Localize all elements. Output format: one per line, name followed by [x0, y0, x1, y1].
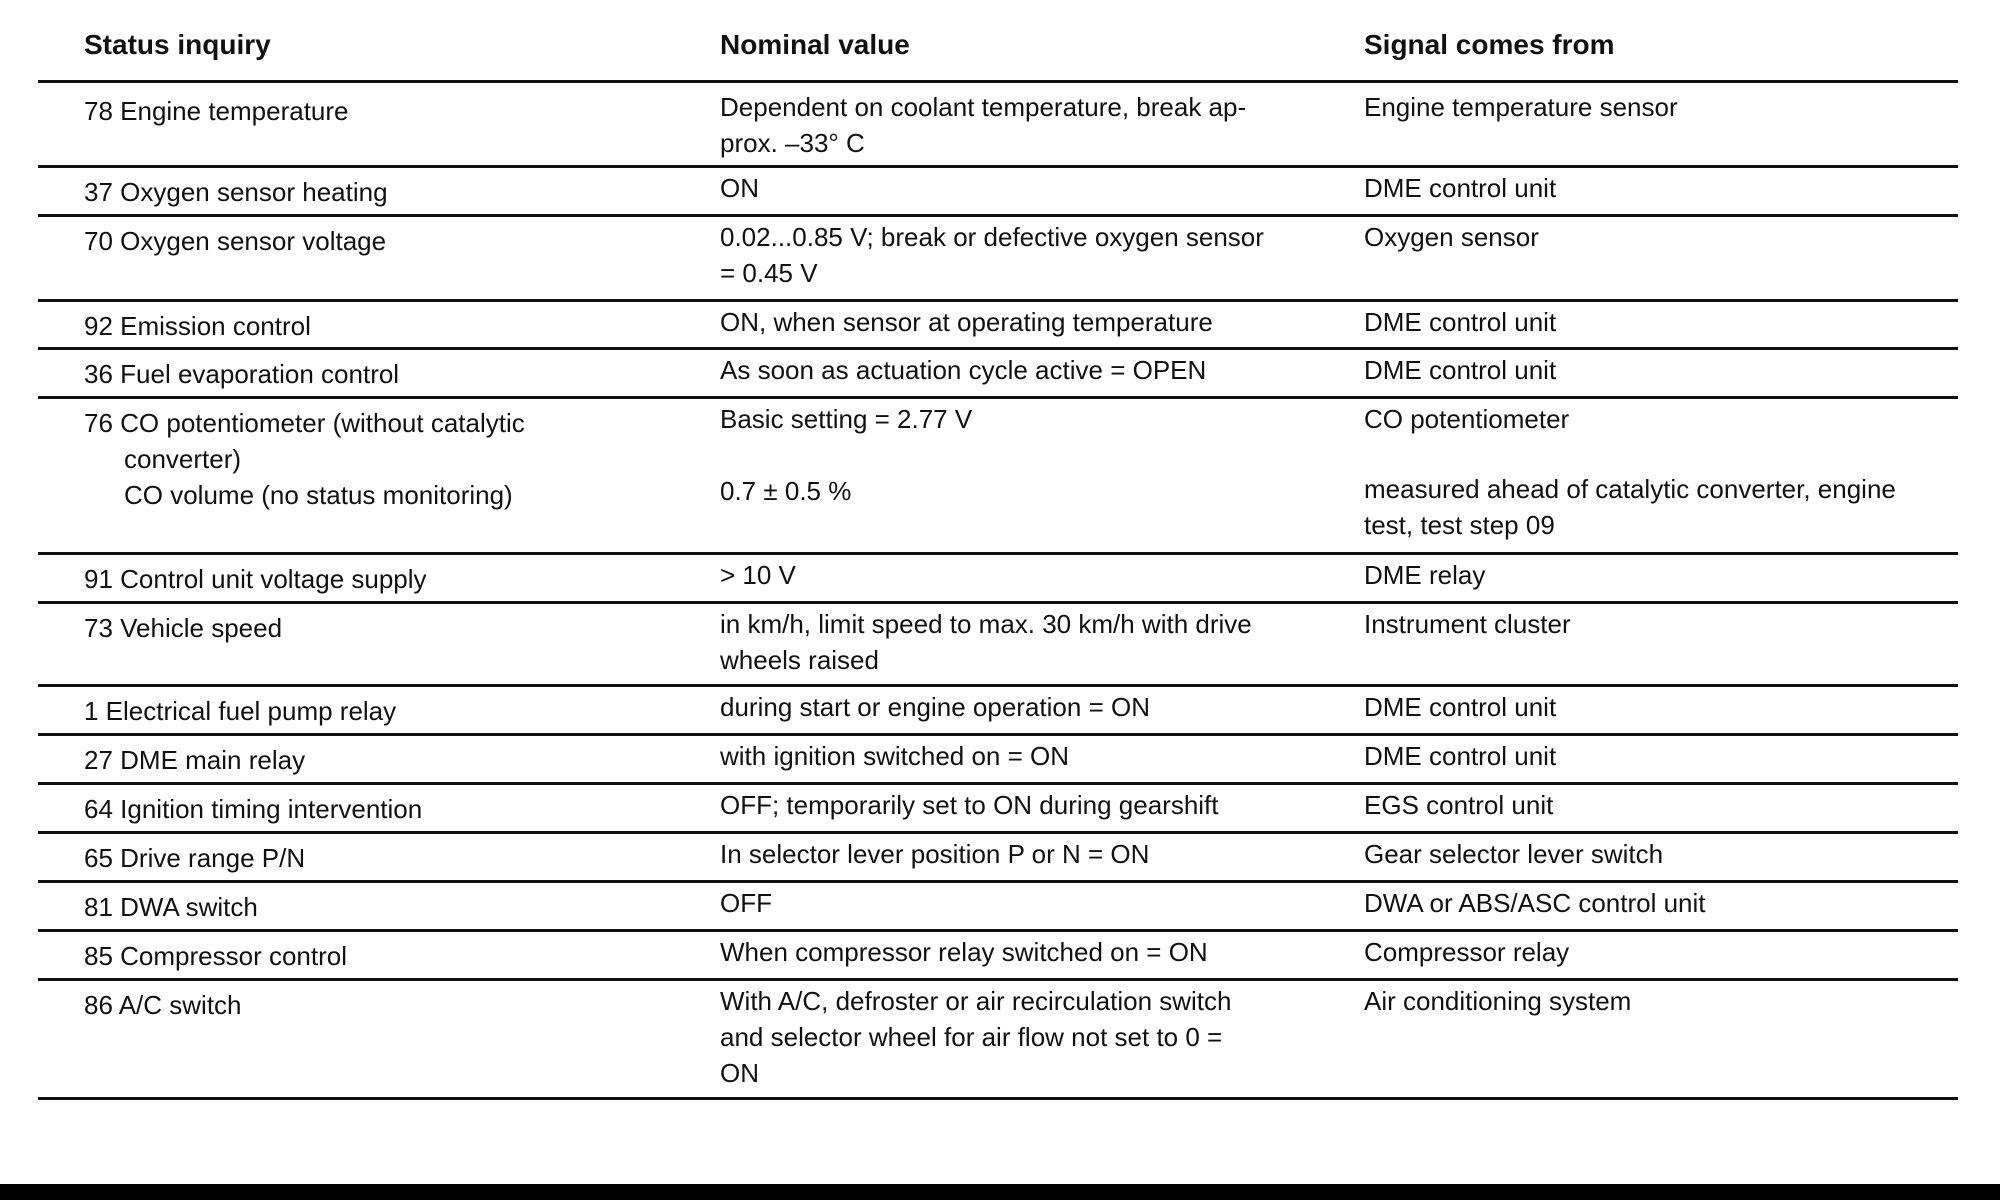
table-row — [38, 883, 1958, 932]
bottom-border-bar — [0, 1184, 2000, 1200]
table-row — [38, 932, 1958, 981]
table-row — [38, 302, 1958, 350]
signal-cell: DME control unit — [1364, 307, 1557, 337]
signal-cell — [1364, 401, 1964, 543]
nominal-line: and selector wheel for air flow not set to 0 = — [720, 1022, 1223, 1052]
nominal-cell: ON, when sensor at operating temperature — [720, 307, 1213, 337]
status-line: 76 CO potentiometer (without catalytic — [84, 408, 525, 438]
status-cell: 86 A/C switch — [84, 990, 242, 1020]
nominal-cell — [720, 401, 1340, 509]
status-cell: 92 Emission control — [84, 311, 311, 341]
table-row — [38, 981, 1958, 1100]
signal-cell: Gear selector lever switch — [1364, 839, 1664, 869]
status-cell: 1 Electrical fuel pump relay — [84, 696, 397, 726]
nominal-line: 0.02...0.85 V; break or defective oxygen sensor — [720, 222, 1264, 252]
nominal-line: = 0.45 V — [720, 258, 818, 288]
signal-cell: Instrument cluster — [1364, 609, 1571, 639]
nominal-cell: with ignition switched on = ON — [720, 741, 1070, 771]
status-cell: 37 Oxygen sensor heating — [84, 177, 388, 207]
signal-cell: DME control unit — [1364, 173, 1557, 203]
nominal-line: Dependent on coolant temperature, break ap- — [720, 92, 1247, 122]
table-row — [38, 604, 1958, 687]
status-cell: 70 Oxygen sensor voltage — [84, 226, 387, 256]
status-table — [38, 0, 1958, 1100]
status-cell: 73 Vehicle speed — [84, 613, 283, 643]
table-row — [38, 834, 1958, 883]
signal-cell: Engine temperature sensor — [1364, 92, 1678, 122]
nominal-cell: during start or engine operation = ON — [720, 692, 1150, 722]
table-row — [38, 687, 1958, 736]
nominal-cell: OFF — [720, 888, 772, 918]
status-cell: 64 Ignition timing intervention — [84, 794, 423, 824]
table-row — [38, 83, 1958, 168]
nominal-line: ON — [720, 1058, 759, 1088]
nominal-line: With A/C, defroster or air recirculation switch — [720, 986, 1232, 1016]
table-row — [38, 785, 1958, 834]
status-cell: 85 Compressor control — [84, 941, 347, 971]
signal-cell: DWA or ABS/ASC control unit — [1364, 888, 1706, 918]
signal-cell: DME control unit — [1364, 741, 1557, 771]
table-row — [38, 217, 1958, 302]
table-row — [38, 399, 1958, 555]
table-header — [38, 0, 1958, 83]
nominal-cell — [720, 89, 1340, 161]
nominal-cell: OFF; temporarily set to ON during gearshift — [720, 790, 1219, 820]
signal-line: CO potentiometer — [1364, 404, 1570, 434]
header-signal-comes-from: Signal comes from — [1364, 29, 1615, 60]
nominal-cell: When compressor relay switched on = ON — [720, 937, 1208, 967]
nominal-line: prox. –33° C — [720, 128, 865, 158]
signal-cell: Air conditioning system — [1364, 986, 1632, 1016]
status-cell — [84, 405, 684, 513]
signal-cell: DME control unit — [1364, 355, 1557, 385]
signal-cell: DME relay — [1364, 560, 1486, 590]
status-line: CO volume (no status monitoring) — [124, 480, 513, 510]
signal-cell: EGS control unit — [1364, 790, 1554, 820]
nominal-cell — [720, 219, 1340, 291]
status-line: converter) — [124, 444, 242, 474]
nominal-cell — [720, 606, 1340, 678]
table-row — [38, 555, 1958, 604]
header-nominal-value: Nominal value — [720, 29, 910, 60]
table-row — [38, 736, 1958, 785]
header-status-inquiry: Status inquiry — [84, 29, 271, 60]
table-row — [38, 168, 1958, 217]
nominal-cell: In selector lever position P or N = ON — [720, 839, 1150, 869]
status-cell: 81 DWA switch — [84, 892, 258, 922]
signal-cell: DME control unit — [1364, 692, 1557, 722]
status-cell: 27 DME main relay — [84, 745, 306, 775]
nominal-line: wheels raised — [720, 645, 879, 675]
nominal-cell: As soon as actuation cycle active = OPEN — [720, 355, 1207, 385]
signal-line: measured ahead of catalytic converter, engine — [1364, 474, 1896, 504]
nominal-cell — [720, 983, 1340, 1091]
status-cell: 91 Control unit voltage supply — [84, 564, 427, 594]
nominal-cell: ON — [720, 173, 759, 203]
status-cell: 65 Drive range P/N — [84, 843, 306, 873]
nominal-line: 0.7 ± 0.5 % — [720, 476, 852, 506]
nominal-line: Basic setting = 2.77 V — [720, 404, 973, 434]
table-row — [38, 350, 1958, 399]
nominal-line: in km/h, limit speed to max. 30 km/h with drive — [720, 609, 1252, 639]
status-cell: 36 Fuel evaporation control — [84, 359, 400, 389]
nominal-cell: > 10 V — [720, 560, 796, 590]
signal-cell: Oxygen sensor — [1364, 222, 1539, 252]
signal-line: test, test step 09 — [1364, 510, 1555, 540]
status-cell: 78 Engine temperature — [84, 96, 349, 126]
signal-cell: Compressor relay — [1364, 937, 1570, 967]
